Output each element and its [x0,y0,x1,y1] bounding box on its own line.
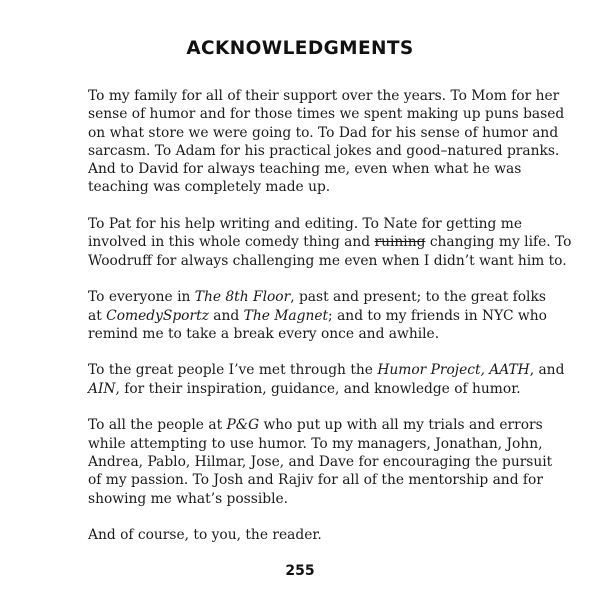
page-title: ACKNOWLEDGMENTS [186,38,414,59]
text-line: To my family for all of their support over the years. To Mom for her [88,88,560,104]
text-line: To everyone in The 8th Floor, past and present; to the great folks [88,289,546,306]
text-line: AIN, for their inspiration, guidance, and knowledge of humor. [88,380,521,397]
paragraph-work [88,416,553,507]
italic-title: AIN [88,380,116,397]
text-line: of my passion. To Josh and Rajiv for all of the mentorship and for [88,472,543,489]
text-line: showing me what’s possible. [88,490,289,507]
italic-title: The Magnet [243,307,329,324]
text-line: on what store we were going to. To Dad for his sense of humor and [88,124,559,141]
paragraph-humor-orgs [88,361,565,398]
acknowledgments-body [88,87,572,563]
italic-title: ComedySportz [106,307,209,324]
paragraph-mentors [88,215,572,270]
text-line: sense of humor and for those times we spent making up puns based [88,106,565,123]
text-line: remind me to take a break every once and awhile. [88,325,440,342]
text-line: To Pat for his help writing and editing. To Nate for getting me [88,216,523,233]
struck-through-word: ruining [374,234,426,251]
text-line: Woodruff for always challenging me even when I didn’t want him to. [88,252,567,269]
text-line: To all the people at P&G who put up with all my trials and errors [88,417,543,434]
text-line: sarcasm. To Adam for his practical jokes and good–natured pranks. [88,142,560,159]
italic-title: Humor Project, AATH [377,362,530,379]
italic-title: P&G [226,417,260,434]
italic-title: The 8th Floor [194,289,291,306]
text-line: And of course, to you, the reader. [88,527,322,544]
text-line: while attempting to use humor. To my managers, Jonathan, John, [88,435,543,452]
page-number: 255 [285,563,315,579]
text-line: To the great people I’ve met through the Humor Project, AATH, and [88,362,565,379]
text-line: involved in this whole comedy thing and ruining changing my life. To [88,234,572,251]
paragraph-family [88,87,565,197]
text-line: at ComedySportz and The Magnet; and to my friends in NYC who [88,307,547,324]
paragraph-reader [88,526,528,544]
text-line: And to David for always teaching me, even when what he was [88,161,522,178]
text-line: teaching was completely made up. [88,179,331,196]
paragraph-comedy-groups [88,288,547,343]
text-line: Andrea, Pablo, Hilmar, Jose, and Dave for encouraging the pursuit [88,453,553,470]
